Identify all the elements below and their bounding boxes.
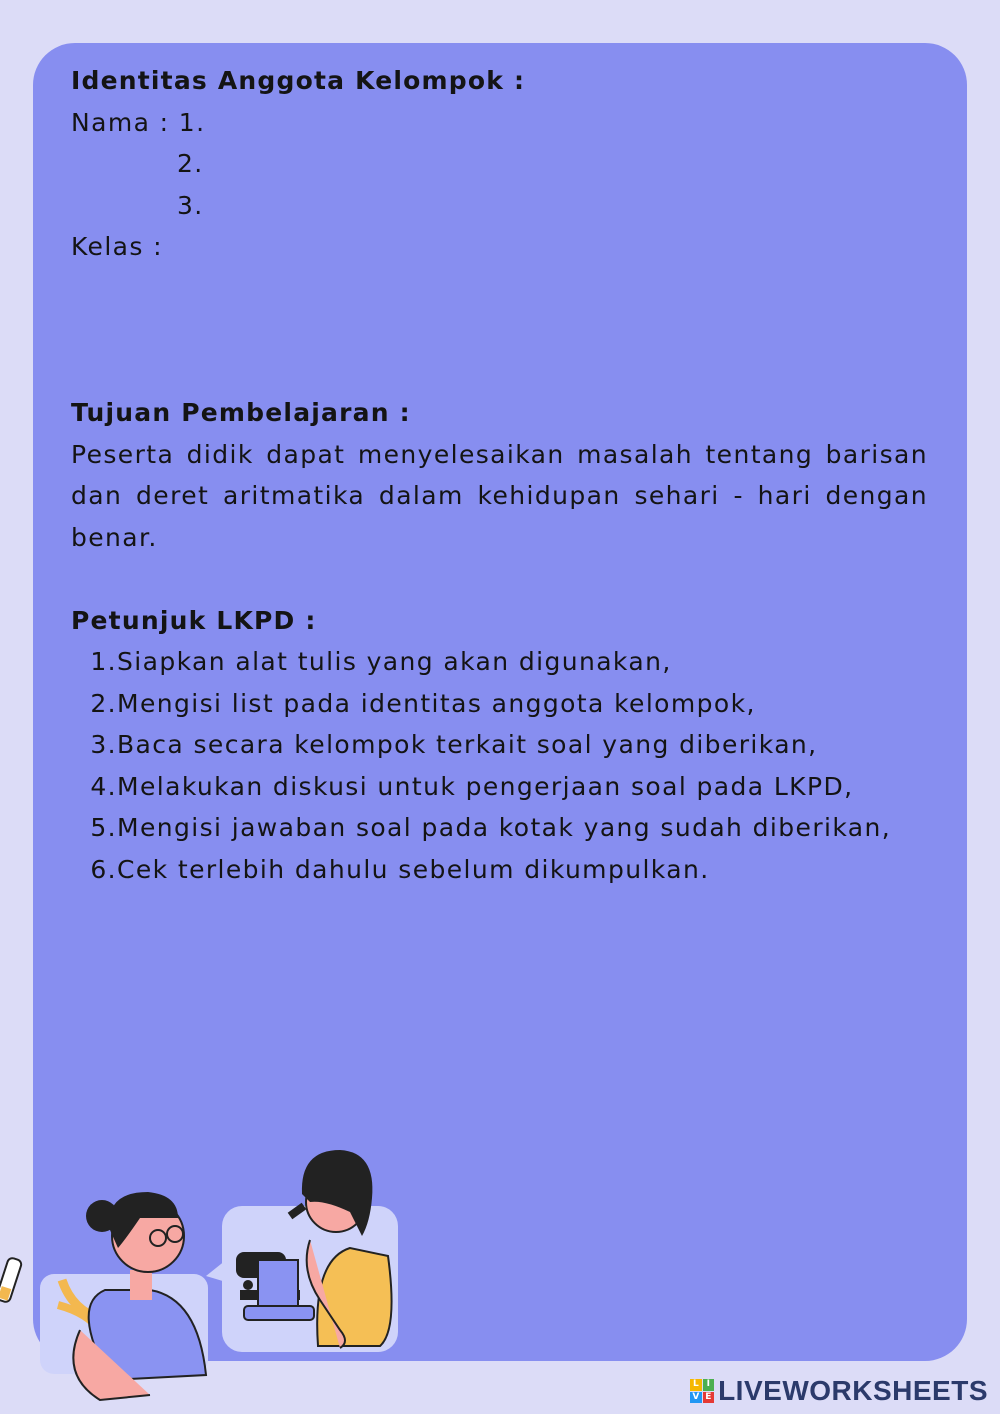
objective-heading: Tujuan Pembelajaran :: [71, 398, 411, 427]
list-item: 3. Baca secara kelompok terkait soal yang diberikan,: [90, 730, 818, 759]
identity-heading: Identitas Anggota Kelompok :: [71, 66, 526, 95]
list-item: 5. Mengisi jawaban soal pada kotak yang sudah diberikan,: [90, 813, 892, 842]
name-line-2: 2.: [177, 149, 204, 178]
name-line-3: 3.: [177, 190, 204, 220]
list-item: 1. Siapkan alat tulis yang akan digunakan,: [90, 647, 672, 676]
list-item: 2. Mengisi list pada identitas anggota kelompok,: [90, 688, 756, 718]
brand-name: LIVEWORKSHEETS: [718, 1375, 988, 1406]
class-label: Kelas :: [71, 232, 163, 261]
liveworksheets-brand: [690, 1376, 988, 1406]
list-item: 4. Melakukan diskusi untuk pengerjaan soal pada LKPD,: [90, 771, 854, 801]
instructions-heading: Petunjuk LKPD :: [71, 605, 317, 635]
objective-text: Peserta didik dapat menyelesaikan masalah tentang barisan dan deret aritmatika dalam kehidupan sehari - hari dengan benar.: [71, 439, 928, 552]
name-label: Nama : 1.: [71, 107, 206, 137]
scientists-illustration-icon: [0, 1130, 410, 1414]
worksheet-content: [71, 60, 928, 890]
liveworksheets-logo-icon: L I V E: [690, 1379, 714, 1403]
instructions-list: [71, 641, 928, 890]
list-item: 6. Cek terlebih dahulu sebelum dikumpulkan.: [90, 854, 710, 884]
